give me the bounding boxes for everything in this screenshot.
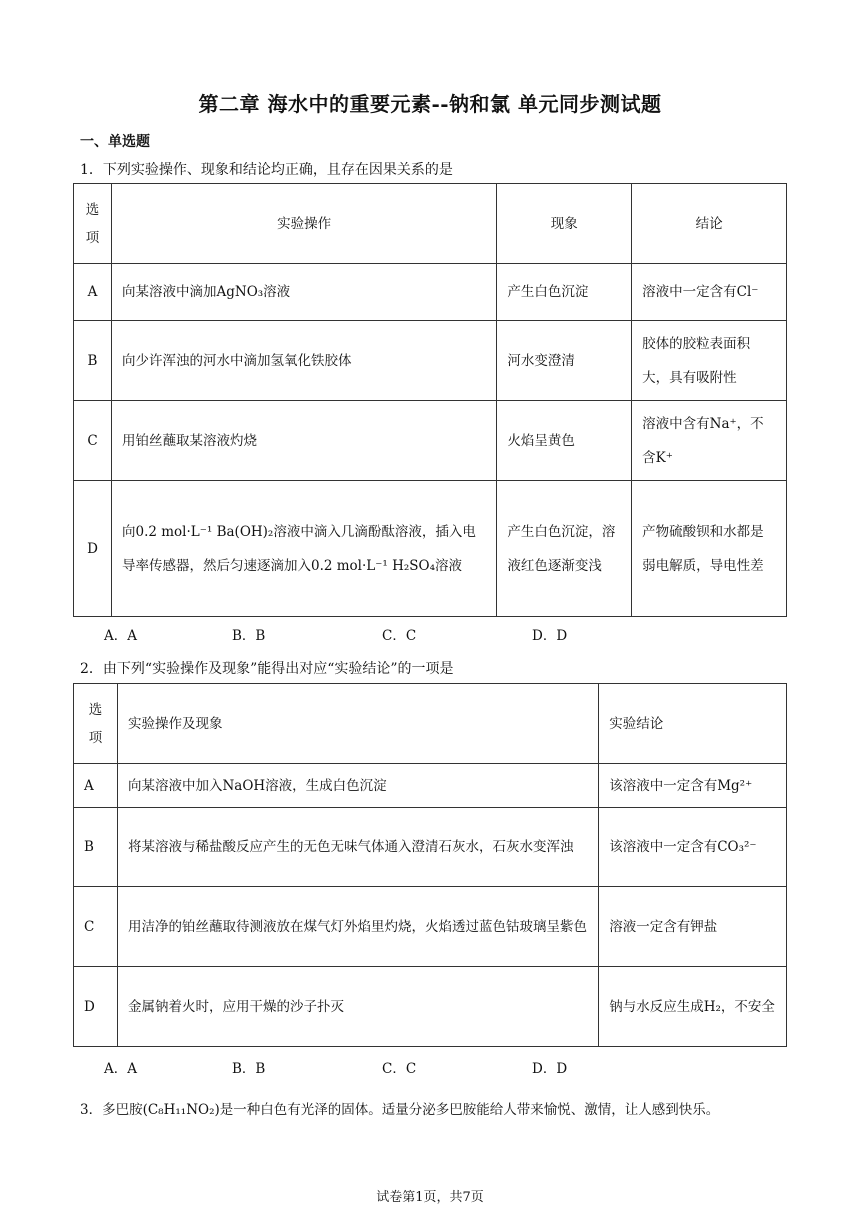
table-row: [74, 887, 787, 967]
header-cell: 现象: [497, 184, 632, 264]
table-row: [74, 264, 787, 321]
table-row: [74, 764, 787, 808]
option-a[interactable]: A．A: [104, 1061, 137, 1077]
conclusion-cell: 该溶液中一定含有Mg²⁺: [599, 764, 787, 808]
question-2-table: [73, 683, 787, 1047]
option-c[interactable]: C．C: [382, 628, 417, 644]
conclusion-cell: 产物硫酸钡和水都是弱电解质，导电性差: [632, 481, 787, 617]
table-header-row: [74, 684, 787, 764]
option-cell: A: [74, 264, 112, 321]
header-cell: 结论: [632, 184, 787, 264]
option-cell: C: [74, 401, 112, 481]
header-cell: 实验结论: [599, 684, 787, 764]
conclusion-cell: 该溶液中一定含有CO₃²⁻: [599, 808, 787, 887]
operation-cell: 用铂丝蘸取某溶液灼烧: [111, 401, 496, 481]
operation-cell: 向0.2 mol·L⁻¹ Ba(OH)₂溶液中滴入几滴酚酞溶液，插入电导率传感器，然后匀速逐滴加入0.2 mol·L⁻¹ H₂SO₄溶液: [111, 481, 496, 617]
table-row: [74, 401, 787, 481]
option-cell: B: [74, 808, 118, 887]
table-row: [74, 481, 787, 617]
option-cell: D: [74, 481, 112, 617]
option-cell: B: [74, 321, 112, 401]
option-cell: A: [74, 764, 118, 808]
header-cell: 实验操作: [111, 184, 496, 264]
option-d[interactable]: D．D: [532, 628, 568, 644]
question-1-stem: 1．下列实验操作、现象和结论均正确，且存在因果关系的是: [80, 162, 453, 178]
phenomenon-cell: 产生白色沉淀，溶液红色逐渐变浅: [497, 481, 632, 617]
table-header-row: [74, 184, 787, 264]
phenomenon-cell: 产生白色沉淀: [497, 264, 632, 321]
conclusion-cell: 溶液中含有Na⁺，不含K⁺: [632, 401, 787, 481]
table-row: [74, 967, 787, 1047]
phenomenon-cell: 河水变澄清: [497, 321, 632, 401]
question-2-stem: 2．由下列“实验操作及现象”能得出对应“实验结论”的一项是: [80, 661, 454, 677]
page-title: 第二章 海水中的重要元素--钠和氯 单元同步测试题: [198, 92, 662, 116]
option-cell: D: [74, 967, 118, 1047]
option-d[interactable]: D．D: [532, 1061, 568, 1077]
operation-cell: 用洁净的铂丝蘸取待测液放在煤气灯外焰里灼烧，火焰透过蓝色钴玻璃呈紫色: [117, 887, 598, 967]
operation-cell: 向少许浑浊的河水中滴加氢氧化铁胶体: [111, 321, 496, 401]
header-cell: 实验操作及现象: [117, 684, 598, 764]
operation-cell: 向某溶液中滴加AgNO₃溶液: [111, 264, 496, 321]
table-row: [74, 321, 787, 401]
section-heading: 一、单选题: [80, 134, 150, 150]
option-cell: C: [74, 887, 118, 967]
option-a[interactable]: A．A: [104, 628, 137, 644]
table-row: [74, 808, 787, 887]
question-1-table: [73, 183, 787, 617]
phenomenon-cell: 火焰呈黄色: [497, 401, 632, 481]
option-b[interactable]: B．B: [232, 628, 266, 644]
conclusion-cell: 溶液中一定含有Cl⁻: [632, 264, 787, 321]
option-b[interactable]: B．B: [232, 1061, 266, 1077]
conclusion-cell: 钠与水反应生成H₂，不安全: [599, 967, 787, 1047]
header-cell: 选项: [74, 184, 112, 264]
header-cell: 选项: [74, 684, 118, 764]
option-c[interactable]: C．C: [382, 1061, 417, 1077]
conclusion-cell: 溶液一定含有钾盐: [599, 887, 787, 967]
conclusion-cell: 胶体的胶粒表面积大，具有吸附性: [632, 321, 787, 401]
operation-cell: 向某溶液中加入NaOH溶液，生成白色沉淀: [117, 764, 598, 808]
page-footer: 试卷第1页，共7页: [376, 1190, 484, 1205]
operation-cell: 金属钠着火时，应用干燥的沙子扑灭: [117, 967, 598, 1047]
operation-cell: 将某溶液与稀盐酸反应产生的无色无味气体通入澄清石灰水，石灰水变浑浊: [117, 808, 598, 887]
question-3-stem: 3．多巴胺(C₈H₁₁NO₂)是一种白色有光泽的固体。适量分泌多巴胺能给人带来愉悦、激情，让人感到快乐。: [80, 1102, 720, 1118]
